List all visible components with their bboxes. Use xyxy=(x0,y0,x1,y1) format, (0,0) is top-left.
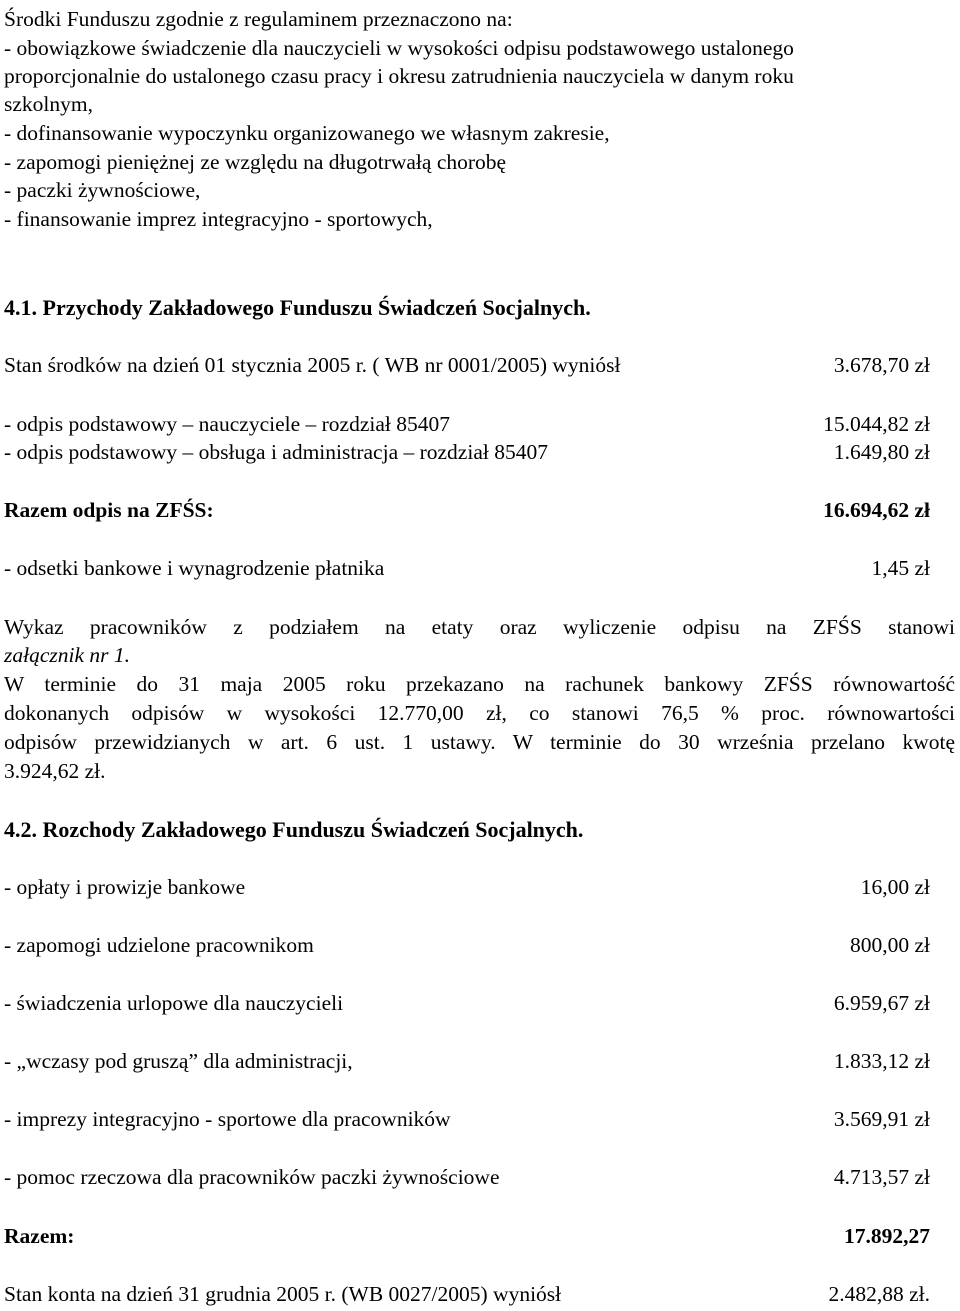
income-row-value: 1.649,80 zł xyxy=(833,440,930,464)
note-line: odpisów przewidzianych w art. 6 ust. 1 ustawy. W terminie do 30 września przelano kwotę xyxy=(4,730,955,754)
closing-balance-label: Stan konta na dzień 31 grudnia 2005 r. (WB 0027/2005) wyniósł xyxy=(4,1282,562,1306)
intro-item: - finansowanie imprez integracyjno - sportowych, xyxy=(4,207,433,231)
expenses-heading: 4.2. Rozchody Zakładowego Funduszu Świadczeń Socjalnych. xyxy=(4,817,584,842)
closing-balance-value: 2.482,88 zł. xyxy=(828,1282,930,1306)
intro-item: - zapomogi pieniężnej ze względu na długotrwałą chorobę xyxy=(4,150,507,174)
income-total-value: 16.694,62 zł xyxy=(823,498,930,522)
interest-label: - odsetki bankowe i wynagrodzenie płatnika xyxy=(4,556,385,580)
intro-item: - obowiązkowe świadczenie dla nauczycieli w wysokości odpisu podstawowego ustalonego xyxy=(4,36,794,60)
expense-row-label: - opłaty i prowizje bankowe xyxy=(4,875,246,899)
intro-item: - paczki żywnościowe, xyxy=(4,178,201,202)
intro-title: Środki Funduszu zgodnie z regulaminem przeznaczono na: xyxy=(4,7,513,31)
note-line: dokonanych odpisów w wysokości 12.770,00 zł, co stanowi 76,5 % proc. równowartości xyxy=(4,701,955,725)
expenses-total-label: Razem: xyxy=(4,1224,75,1248)
intro-item: szkolnym, xyxy=(4,92,93,116)
expense-row-label: - świadczenia urlopowe dla nauczycieli xyxy=(4,991,344,1015)
intro-item: - dofinansowanie wypoczynku organizowanego we własnym zakresie, xyxy=(4,121,610,145)
note-line: Wykaz pracowników z podziałem na etaty oraz wyliczenie odpisu na ZFŚS stanowi xyxy=(4,615,955,639)
note-line: 3.924,62 zł. xyxy=(4,759,106,783)
expenses-total-value: 17.892,27 xyxy=(844,1224,930,1248)
income-total-label: Razem odpis na ZFŚS: xyxy=(4,498,214,522)
expense-row-value: 1.833,12 zł xyxy=(833,1049,930,1073)
interest-value: 1,45 zł xyxy=(871,556,930,580)
expense-row-value: 3.569,91 zł xyxy=(833,1107,930,1131)
income-row-label: - odpis podstawowy – nauczyciele – rozdział 85407 xyxy=(4,412,450,436)
opening-balance-value: 3.678,70 zł xyxy=(833,353,930,377)
expense-row-value: 16,00 zł xyxy=(860,875,930,899)
note-attachment: załącznik nr 1. xyxy=(4,643,131,667)
expense-row-label: - „wczasy pod gruszą” dla administracji, xyxy=(4,1049,353,1073)
expense-row-value: 800,00 zł xyxy=(849,933,930,957)
expense-row-label: - zapomogi udzielone pracownikom xyxy=(4,933,314,957)
expense-row-value: 6.959,67 zł xyxy=(833,991,930,1015)
income-row-value: 15.044,82 zł xyxy=(823,412,930,436)
note-line: W terminie do 31 maja 2005 roku przekazano na rachunek bankowy ZFŚS równowartość xyxy=(4,672,955,696)
expense-row-label: - pomoc rzeczowa dla pracowników paczki żywnościowe xyxy=(4,1165,500,1189)
intro-item: proporcjonalnie do ustalonego czasu pracy i okresu zatrudnienia nauczyciela w danym roku xyxy=(4,64,794,88)
expense-row-label: - imprezy integracyjno - sportowe dla pracowników xyxy=(4,1107,451,1131)
income-heading: 4.1. Przychody Zakładowego Funduszu Świadczeń Socjalnych. xyxy=(4,295,591,320)
expense-row-value: 4.713,57 zł xyxy=(833,1165,930,1189)
income-row-label: - odpis podstawowy – obsługa i administracja – rozdział 85407 xyxy=(4,440,548,464)
opening-balance-label: Stan środków na dzień 01 stycznia 2005 r. ( WB nr 0001/2005) wyniósł xyxy=(4,353,621,377)
